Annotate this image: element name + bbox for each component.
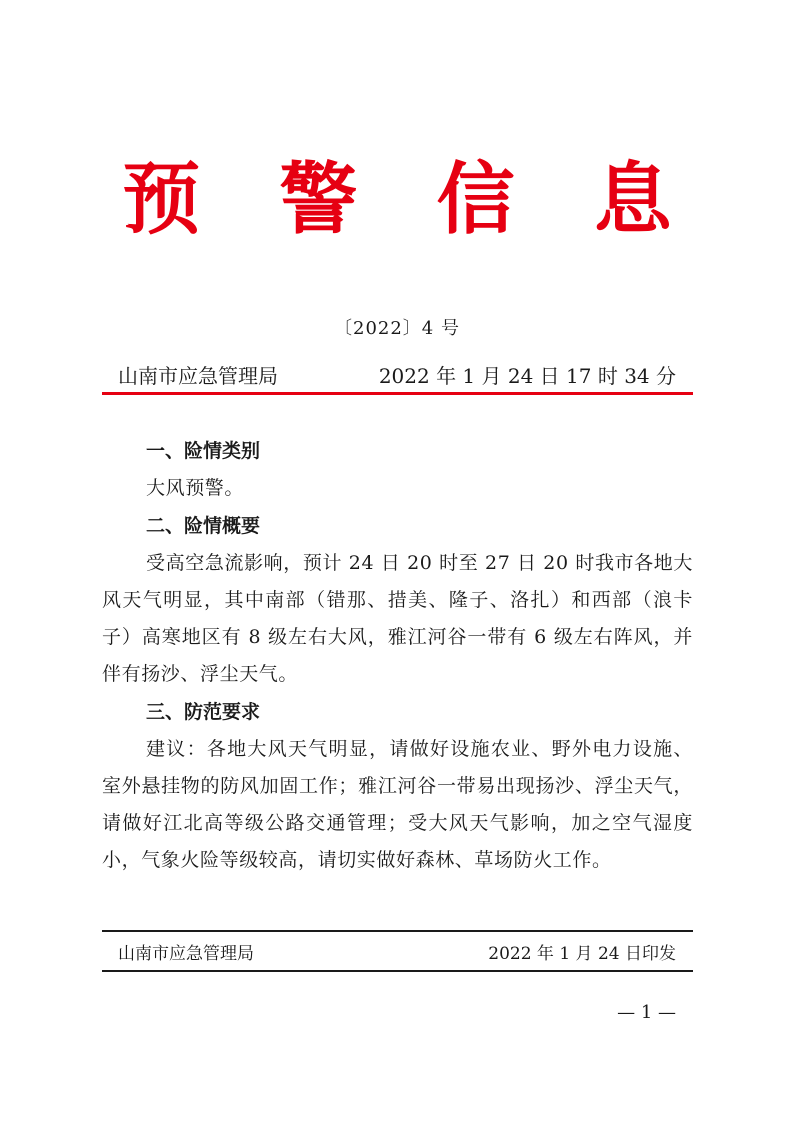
section-heading: 二、险情概要: [146, 515, 261, 537]
page-number: — 1 —: [617, 1002, 676, 1023]
issuer-name: 山南市应急管理局: [118, 364, 278, 388]
footer-row: [118, 941, 676, 967]
section-paragraph: 受高空急流影响，预计 24 日 20 时至 27 日 20 时我市各地大风天气明显，其中南部（错那、措美、隆子、洛扎）和西部（浪卡子）高寒地区有 8 级左右大风，雅江河谷一带有 6 级左右阵风，并伴有扬沙、浮尘天气。: [102, 552, 693, 685]
section-paragraph: 建议：各地大风天气明显，请做好设施农业、野外电力设施、室外悬挂物的防风加固工作；雅江河谷一带易出现扬沙、浮尘天气，请做好江北高等级公路交通管理；受大风天气影响，加之空气湿度小，气象火险等级较高，请切实做好森林、草场防火工作。: [102, 738, 693, 871]
document-number: 〔2022〕4 号: [334, 318, 460, 339]
document-title: 预 警 信 息: [122, 154, 698, 245]
section-heading: 三、防范要求: [146, 701, 261, 723]
red-divider: [102, 392, 693, 395]
footer-top-rule: [102, 930, 693, 932]
footer-date: 2022 年 1 月 24 日印发: [488, 944, 676, 964]
issuer-row: [118, 362, 676, 390]
section-heading: 一、险情类别: [146, 440, 261, 462]
footer-bottom-rule: [102, 970, 693, 972]
section-paragraph: 大风预警。: [146, 477, 245, 499]
document-body: [102, 432, 693, 879]
footer-issuer: 山南市应急管理局: [118, 944, 254, 964]
issue-datetime: 2022 年 1 月 24 日 17 时 34 分: [378, 364, 676, 388]
